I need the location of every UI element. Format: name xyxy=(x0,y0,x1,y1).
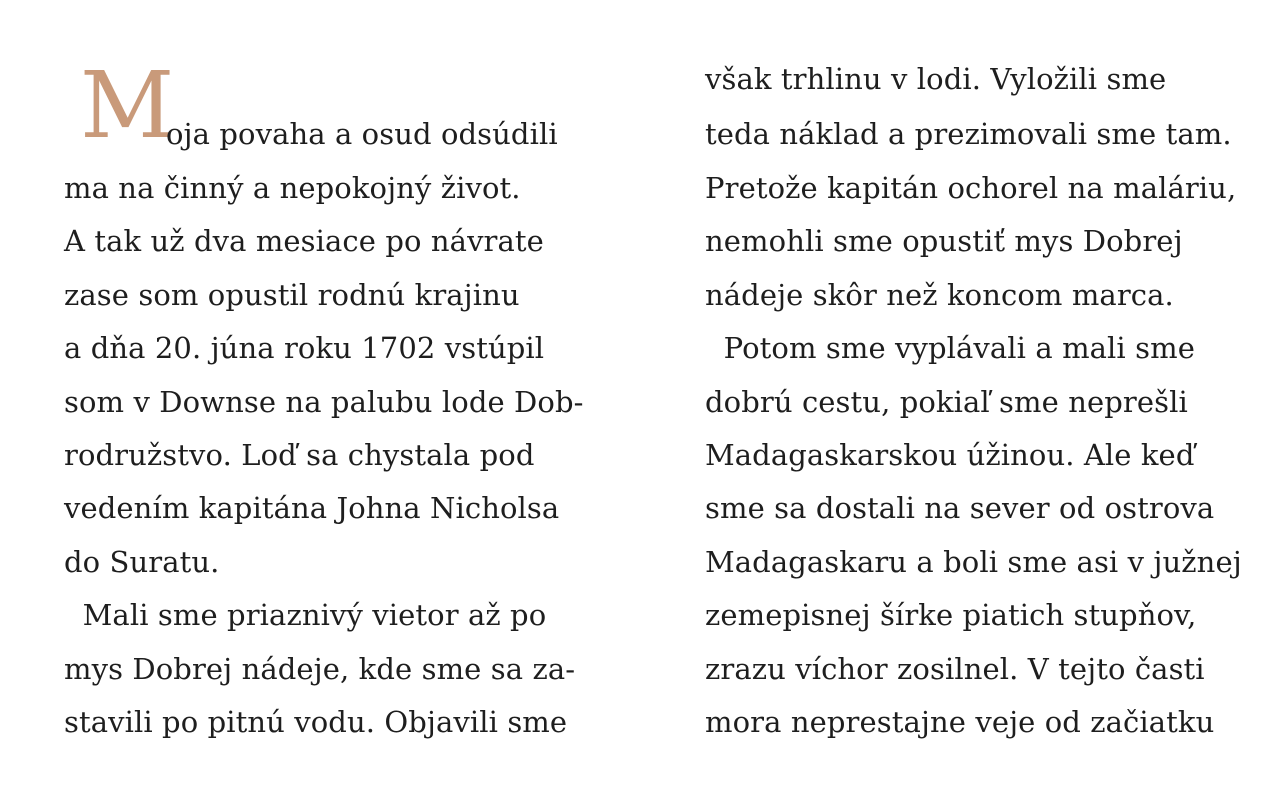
text-line: nádeje skôr než koncom marca. xyxy=(705,278,1174,312)
text-line: Madagaskarskou úžinou. Ale keď xyxy=(705,438,1195,472)
text-line: teda náklad a prezimovali sme tam. xyxy=(705,117,1232,151)
text-line: sme sa dostali na sever od ostrova xyxy=(705,491,1215,525)
text-line: do Suratu. xyxy=(64,545,220,579)
drop-cap-letter: M xyxy=(80,52,175,159)
text-line: zemepisnej šírke piatich stupňov, xyxy=(705,598,1197,632)
text-line: Mali sme priaznivý vietor až po xyxy=(64,598,547,632)
text-line: oja povaha a osud odsúdili xyxy=(166,117,558,151)
text-line: zase som opustil rodnú krajinu xyxy=(64,278,520,312)
text-line: mys Dobrej nádeje, kde sme sa za- xyxy=(64,652,576,686)
text-line: a dňa 20. júna roku 1702 vstúpil xyxy=(64,331,545,365)
text-line: Madagaskaru a boli sme asi v južnej xyxy=(705,545,1242,579)
text-line: dobrú cestu, pokiaľ sme neprešli xyxy=(705,385,1188,419)
text-line: stavili po pitnú vodu. Objavili sme xyxy=(64,705,568,739)
text-line: ma na činný a nepokojný život. xyxy=(64,171,521,205)
text-line: mora neprestajne veje od začiatku xyxy=(705,705,1215,739)
text-line: Potom sme vyplávali a mali sme xyxy=(705,331,1195,365)
text-line: nemohli sme opustiť mys Dobrej xyxy=(705,224,1183,258)
text-line: zrazu víchor zosilnel. V tejto časti xyxy=(705,652,1205,686)
text-line: A tak už dva mesiace po návrate xyxy=(64,224,544,258)
text-line: vedením kapitána Johna Nicholsa xyxy=(64,491,560,525)
text-line: rodružstvo. Loď sa chystala pod xyxy=(64,438,535,472)
text-line: však trhlinu v lodi. Vyložili sme xyxy=(705,62,1167,96)
text-line: som v Downse na palubu lode Dob- xyxy=(64,385,584,419)
text-line: Pretože kapitán ochorel na maláriu, xyxy=(705,171,1237,205)
